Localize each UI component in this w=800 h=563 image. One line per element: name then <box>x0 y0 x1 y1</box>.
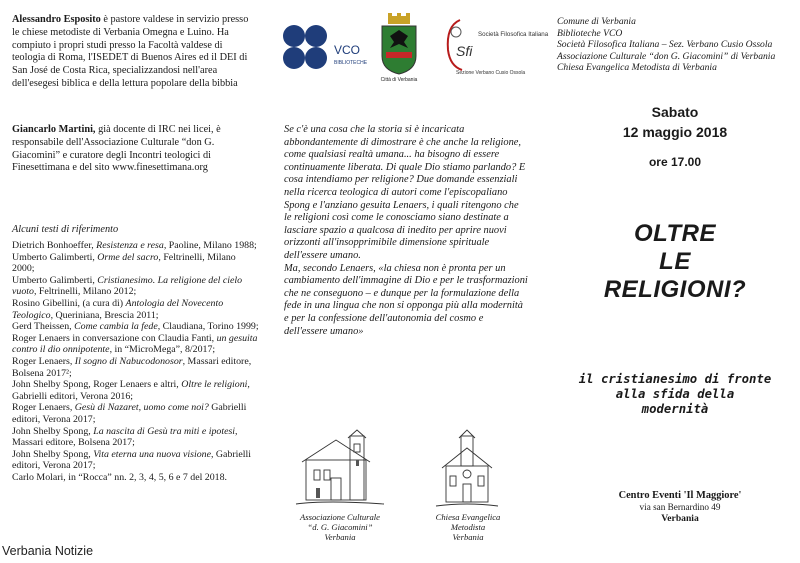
bio-name: Alessandro Esposito <box>12 14 101 25</box>
reference-author: Dietrich Bonhoeffer, <box>12 240 97 251</box>
bio-esposito <box>12 14 252 91</box>
reference-item <box>12 379 260 402</box>
reference-item <box>12 472 260 484</box>
bio-name: Giancarlo Martini, <box>12 124 96 135</box>
reference-item <box>12 426 260 449</box>
reference-title: Antologia del Novecento Teologico <box>12 297 224 321</box>
bio-text: già docente di IRC nei licei, è responsabile dell'Associazione Culturale “don G. Giacomini” e curatore degli Incontri teologici di Finesettimana e del sito www.finesettimana.org <box>12 124 221 174</box>
reference-publisher: , Gabrielli editori, Verona 2017; <box>12 448 252 472</box>
reference-title: Gesù di Nazaret, uomo come noi? <box>74 402 209 414</box>
references-title: Alcuni testi di riferimento <box>12 224 119 235</box>
reference-item <box>12 240 260 252</box>
bio-martini <box>12 124 252 175</box>
reference-author: Carlo Molari, in “Rocca” nn. 2, 3, 4, 5, 6 e 7 del 2018. <box>12 471 228 483</box>
reference-item <box>12 252 260 275</box>
reference-title: Oltre le religioni <box>181 379 248 391</box>
caption-line: Metodista <box>450 522 486 532</box>
reference-item <box>12 333 260 356</box>
reference-publisher: , Feltrinelli, Milano 2012; <box>33 286 137 298</box>
organizer: Associazione Culturale “don G. Giacomini” di Verbania <box>557 50 776 62</box>
caption-line: Associazione Culturale <box>300 512 380 522</box>
reference-author: Umberto Galimberti, <box>12 274 98 286</box>
reference-author: Umberto Galimberti, <box>12 251 98 263</box>
organizers-list <box>557 16 797 74</box>
reference-item <box>12 356 260 379</box>
vco-label: VCO <box>334 43 361 57</box>
reference-publisher: , Feltrinelli, Milano 2000; <box>12 251 236 275</box>
caption-line: Verbania <box>452 532 484 542</box>
organizer: Comune di Verbania <box>557 16 636 27</box>
event-time: ore 17.00 <box>648 155 702 169</box>
caption-line: “d. G. Giacomini” <box>307 522 373 532</box>
church-illustration-left <box>296 430 386 510</box>
subtitle-line: alla sfida della <box>615 387 735 401</box>
reference-item <box>12 275 260 298</box>
vco-sub-label: BIBLIOTECHE <box>334 60 368 66</box>
logos-row <box>280 12 549 83</box>
caption-line: Verbania <box>324 532 356 542</box>
venue-block <box>580 490 780 525</box>
reference-publisher: , in “MicroMega”, 8/2017; <box>109 344 216 356</box>
quote-paragraph: Ma, secondo Lenaers, «la chiesa non è pronta per un cambiamento dell'immagine di Dio e per le trasformazioni che ne conseguono – e dunque per la formulazione della fede in una lingua che non si opponga più alla modernità e per la confessione dell'autonomia del cosmo e dell'essere umano» <box>284 262 528 337</box>
reference-publisher: , Gabrielli editori, Verona 2016; <box>12 379 250 402</box>
footer-watermark: Verbania Notizie <box>2 544 94 558</box>
venue-name: Centro Eventi 'Il Maggiore' <box>618 490 742 501</box>
event-title <box>560 220 790 304</box>
caption-chiesa <box>416 512 520 542</box>
sfi-name: Società Filosofica Italiana <box>478 31 549 38</box>
reference-author: Rosino Gibellini, (a cura di) <box>12 297 126 309</box>
reference-title: Resistenza e resa <box>96 240 164 251</box>
quote-paragraph: Se c'è una cosa che la storia si è incaricata abbondantemente di dimostrare è che anche la religione, come qualsiasi realtà umana... ha bisogno di essere continuamente liberata. Di quale Dio stiamo parlando? E cosa intendiamo per religione? Due domande essenziali nella ricerca teologica di autori come l'episcopaliano Spong e l'anziano gesuita Lenaers, i quali ritengono che le religioni così come le conosciamo siano destinate a lasciare spazio a qualcosa di inedito per aprire nuovi orizzonti all'insopprimibile dimensione spirituale dell'essere umano. <box>284 124 526 261</box>
venue-city: Verbania <box>661 513 699 524</box>
reference-title: Orme del sacro <box>97 251 159 263</box>
sfi-abbr: Sfi <box>456 43 473 59</box>
title-line: OLTRE <box>633 220 717 247</box>
title-line: RELIGIONI? <box>603 276 747 303</box>
sfi-sub: Sezione Verbano Cusio Ossola <box>456 70 526 76</box>
reference-publisher: , Queriniana, Brescia 2011; <box>50 309 159 321</box>
church-illustration-right <box>432 430 502 510</box>
quote-block <box>284 124 528 338</box>
bio-text: è pastore valdese in servizio presso le chiese metodiste di Verbania Omegna e Luino. Ha compiuto i propri studi presso la Facoltà valdese di teologia di Roma, l'ISEDET di Buenos Aires ed il DEI di San José de Costa Rica, specializzandosi nell'area dell'esegesi biblica e della lettura popolare della bibbia <box>12 14 249 89</box>
reference-title: Come cambia la fede <box>74 321 158 333</box>
reference-title: Il sogno di Nabucodonosor <box>74 355 183 367</box>
reference-author: Roger Lenaers, <box>12 355 75 367</box>
vco-biblioteche-logo <box>283 25 368 69</box>
subtitle-line: modernità <box>641 402 709 416</box>
reference-item <box>12 298 260 321</box>
reference-author: Gerd Theissen, <box>12 321 75 333</box>
organizer: Società Filosofica Italiana – Sez. Verbano Cusio Ossola <box>557 39 773 51</box>
verbania-coat-of-arms <box>381 13 418 83</box>
organizer: Chiesa Evangelica Metodista di Verbania <box>557 62 717 74</box>
reference-title: La nascita di Gesù tra miti e ipotesi <box>93 425 236 437</box>
reference-item <box>12 402 260 425</box>
citta-label: Città di Verbania <box>380 77 418 83</box>
reference-title: un gesuita contro il dio onnipotente <box>12 332 258 356</box>
caption-associazione <box>280 512 400 542</box>
reference-author: John Shelby Spong, Roger Lenaers e altri, <box>12 379 182 391</box>
event-day: Sabato <box>651 104 699 120</box>
reference-author: Roger Lenaers in conversazione con Claudia Fanti, <box>12 332 217 344</box>
reference-item <box>12 449 260 472</box>
subtitle-line: il cristianesimo di fronte <box>578 372 772 386</box>
reference-author: John Shelby Spong, <box>12 425 94 437</box>
references-list <box>12 240 260 483</box>
reference-publisher: , Claudiana, Torino 1999; <box>157 321 259 333</box>
sfi-logo <box>448 20 549 76</box>
organizer: Biblioteche VCO <box>557 27 623 39</box>
reference-item <box>12 321 260 333</box>
event-subtitle <box>552 372 798 417</box>
reference-publisher: , Massari editore, Bolsena 2017; <box>12 425 238 449</box>
venue-address: via san Bernardino 49 <box>639 501 721 512</box>
reference-title: Cristianesimo. La religione del cielo vuoto <box>12 274 243 298</box>
event-date: 12 maggio 2018 <box>622 124 728 140</box>
reference-title: Vita eterna una nuova visione <box>93 448 211 460</box>
reference-publisher: Gabrielli editori, Verona 2017; <box>12 402 247 425</box>
title-line: LE <box>659 248 691 275</box>
reference-publisher: , Paoline, Milano 1988; <box>163 240 257 251</box>
reference-author: Roger Lenaers, <box>12 402 75 414</box>
reference-author: John Shelby Spong, <box>12 448 94 460</box>
reference-publisher: , Massari editore, Bolsena 2017²; <box>12 355 252 379</box>
caption-line: Chiesa Evangelica <box>435 512 501 522</box>
